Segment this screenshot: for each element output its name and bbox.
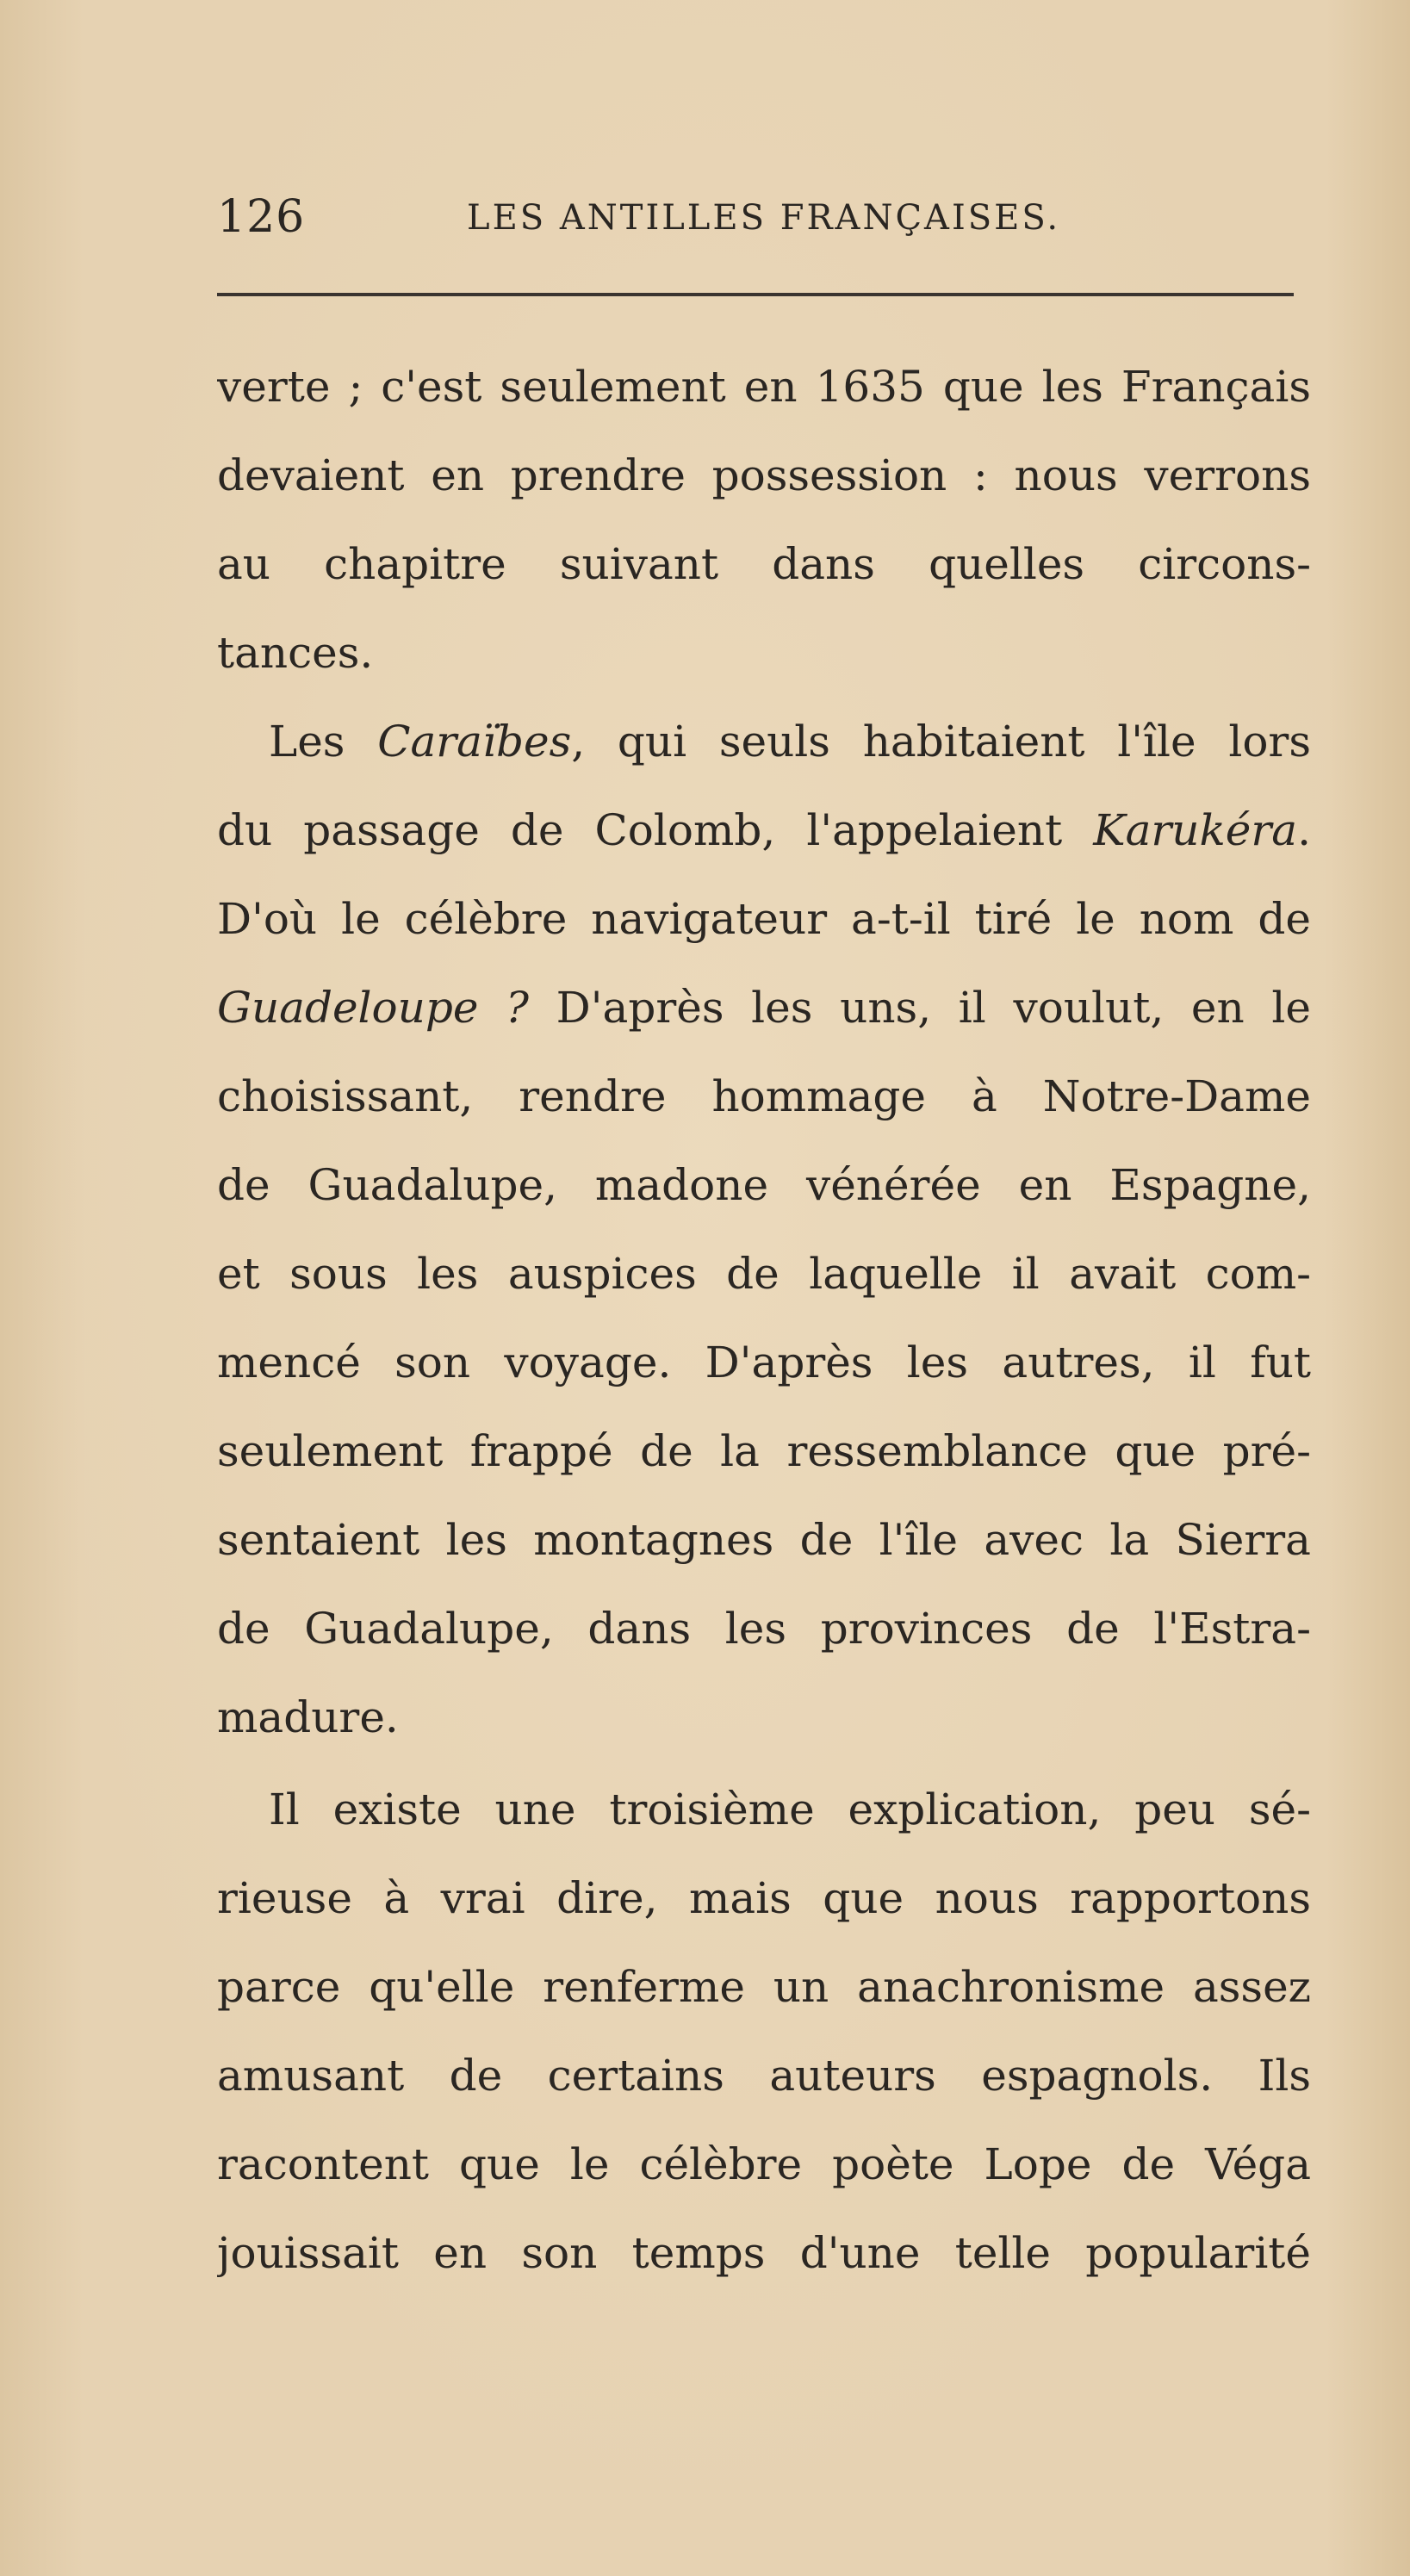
text-line [217, 964, 1311, 1052]
text-line [217, 698, 1311, 786]
text-line: de Guadalupe, dans les provinces de l'Estra- [217, 1604, 1311, 1654]
text-run: , qui seuls habitaient l'île lors [571, 717, 1311, 767]
text-run: . [1297, 805, 1311, 855]
page-number: 126 [217, 191, 306, 243]
text-line: amusant de certains auteurs espagnols. Ils [217, 2051, 1311, 2101]
text-line: madure. [217, 1692, 399, 1742]
text-line: mencé son voyage. D'après les autres, il fut [217, 1338, 1311, 1387]
text-run: du passage de Colomb, l'appelaient [217, 805, 1094, 855]
body-text [217, 343, 1311, 2298]
text-run: Les [269, 717, 378, 767]
text-line: racontent que le célèbre poète Lope de Véga [217, 2139, 1311, 2189]
text-line [217, 786, 1311, 875]
text-line: verte ; c'est seulement en 1635 que les Français [217, 362, 1311, 412]
text-line: au chapitre suivant dans quelles circons- [217, 539, 1311, 589]
running-title: LES ANTILLES FRANÇAISES. [467, 198, 1061, 238]
text-line: rieuse à vrai dire, mais que nous rapportons [217, 1873, 1311, 1923]
text-line: seulement frappé de la ressemblance que pré- [217, 1426, 1311, 1476]
text-line: Il existe une troisième explication, peu sé- [269, 1785, 1311, 1834]
running-head [217, 191, 1294, 243]
text-line: de Guadalupe, madone vénérée en Espagne, [217, 1160, 1311, 1210]
text-line: sentaient les montagnes de l'île avec la Sierra [217, 1515, 1311, 1565]
text-line: D'où le célèbre navigateur a-t-il tiré le nom de [217, 894, 1311, 944]
text-line: devaient en prendre possession : nous verrons [217, 450, 1311, 500]
italic-term: Guadeloupe ? [217, 983, 529, 1033]
italic-term: Caraïbes [377, 717, 572, 767]
text-run: D'après les uns, il voulut, en le [528, 983, 1311, 1033]
header-rule [217, 293, 1294, 296]
text-line: et sous les auspices de laquelle il avait com- [217, 1249, 1311, 1299]
text-line: tances. [217, 628, 374, 678]
italic-term: Karukéra [1093, 805, 1298, 855]
text-line: jouissait en son temps d'une telle popularité [217, 2228, 1311, 2278]
text-line: parce qu'elle renferme un anachronisme assez [217, 1962, 1311, 2012]
text-line: choisissant, rendre hommage à Notre-Dame [217, 1071, 1311, 1121]
